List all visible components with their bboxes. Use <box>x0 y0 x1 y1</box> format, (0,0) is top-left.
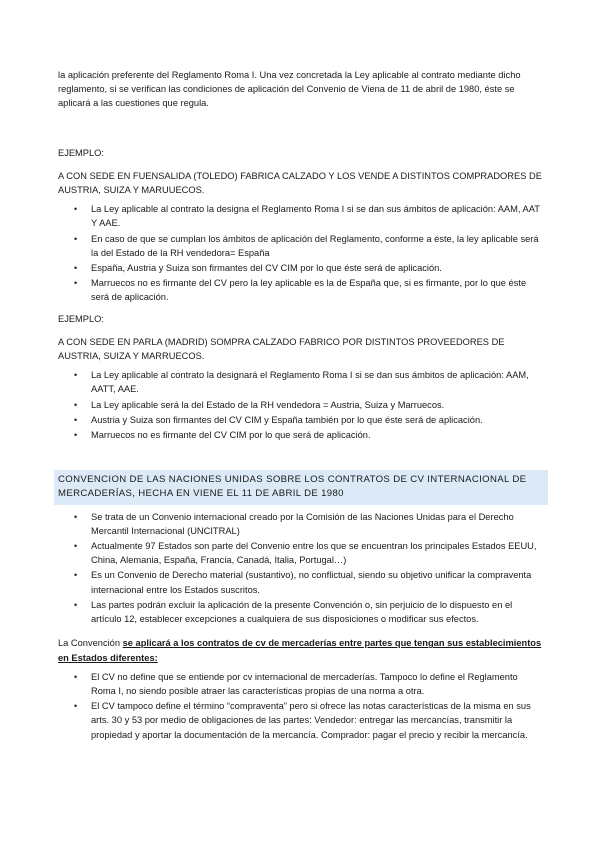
list-item: • Actualmente 97 Estados son parte del Convenio entre los que se encuentran los principales Estados EEUU, China, Alemania, España, Francia, Canadá, Italia, Portugal…) <box>91 539 542 567</box>
section-list <box>58 510 542 627</box>
list-item: • En caso de que se cumplan los ámbitos de aplicación del Reglamento, conforme a éste, la ley aplicable será la del Estado de la RH vendedora= España <box>91 232 542 260</box>
list-item: • La Ley aplicable al contrato la designa el Reglamento Roma I si se dan sus ámbitos de aplicación: AAM, AAT Y AAE. <box>91 202 542 230</box>
convention-paragraph <box>58 636 542 664</box>
list-item: • España, Austria y Suiza son firmantes del CV CIM por lo que éste será de aplicación. <box>91 261 542 275</box>
convention-list <box>58 670 542 742</box>
example-2-label: EJEMPLO: <box>58 313 104 324</box>
document-page <box>58 68 542 743</box>
example-1-title: A CON SEDE EN FUENSALIDA (TOLEDO) FABRICA CALZADO Y LOS VENDE A DISTINTOS COMPRADORES DE AUSTRIA, SUIZA Y MARUUECOS. <box>58 170 542 196</box>
example-1-label: EJEMPLO: <box>58 147 104 158</box>
list-item: • La Ley aplicable al contrato la designará el Reglamento Roma I si se dan sus ámbitos de aplicación: AAM, AATT, AAE. <box>91 368 542 396</box>
list-item: • El CV tampoco define el término “compraventa” pero si ofrece las notas características de la misma en sus arts. 30 y 53 por medio de obligaciones de las partes: Vendedor: entregar las mercancías, transmitir la propiedad y aportar la documentación de la mercancía. Comprador: pagar el precio y recibir la mercancía. <box>91 699 542 742</box>
list-item: • La Ley aplicable será la del Estado de la RH vendedora = Austria, Suiza y Marruecos. <box>91 398 542 412</box>
section-heading: CONVENCION DE LAS NACIONES UNIDAS SOBRE LOS CONTRATOS DE CV INTERNACIONAL DE MERCADERÍAS, HECHA EN VIENE EL 11 DE ABRIL DE 1980 <box>54 470 548 504</box>
list-item: • Austria y Suiza son firmantes del CV CIM y España también por lo que éste será de aplicación. <box>91 413 542 427</box>
list-item: • Es un Convenio de Derecho material (sustantivo), no conflictual, siendo su objetivo unificar la compraventa internacional entre los Estados suscritos. <box>91 568 542 596</box>
list-item: • El CV no define que se entiende por cv internacional de mercaderías. Tampoco lo define el Reglamento Roma I, no siendo posible atraer las características propias de una norma a otra. <box>91 670 542 698</box>
list-item: • Las partes podrán excluir la aplicación de la presente Convención o, sin perjuicio de lo dispuesto en el artículo 12, establecer excepciones a cualquiera de sus disposiciones o modificar sus efectos. <box>91 598 542 626</box>
example-2-list <box>58 368 542 442</box>
convention-lead: La Convención <box>58 638 123 649</box>
example-2-title: A CON SEDE EN PARLA (MADRID) SOMPRA CALZADO FABRICO POR DISTINTOS PROVEEDORES DE AUSTRIA, SUIZA Y MARRUECOS. <box>58 336 505 362</box>
list-item: • Se trata de un Convenio internacional creado por la Comisión de las Naciones Unidas para el Derecho Mercantil Internacional (UNCITRAL) <box>91 510 542 538</box>
example-1-list <box>58 202 542 304</box>
intro-paragraph: la aplicación preferente del Reglamento Roma I. Una vez concretada la Ley aplicable al contrato mediante dicho reglamento, si se verifican las condiciones de aplicación del Convenio de Viena de 11 de abril de 1980, éste se aplicará a las cuestiones que regula. <box>58 70 521 109</box>
convention-bold: se aplicará a los contratos de cv de mercaderías entre partes que tengan sus establecimientos en Estados diferentes: <box>58 638 542 663</box>
list-item: • Marruecos no es firmante del CV CIM por lo que será de aplicación. <box>91 428 542 442</box>
list-item: • Marruecos no es firmante del CV pero la ley aplicable es la de España que, si es firmante, por lo que éste será de aplicación. <box>91 276 542 304</box>
